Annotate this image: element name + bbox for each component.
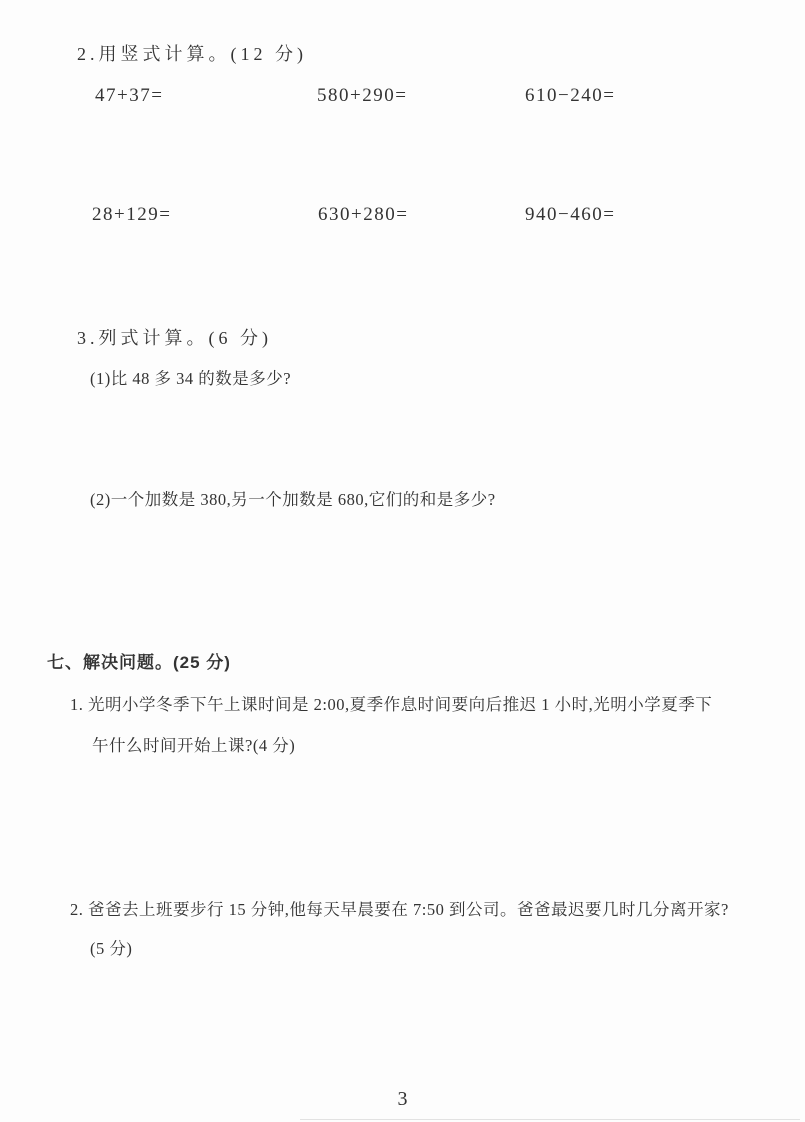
page-edge-divider bbox=[300, 1119, 800, 1120]
page-number: 3 bbox=[397, 1088, 408, 1110]
math-problem: 940−460= bbox=[525, 204, 616, 225]
word-problem-2-line-2: (5 分) bbox=[90, 939, 133, 958]
section-heading-vertical-calc: 2.用竖式计算。(12 分) bbox=[77, 44, 307, 64]
word-problem-1-line-1: 1. 光明小学冬季下午上课时间是 2:00,夏季作息时间要向后推迟 1 小时,光明小学夏季下 bbox=[70, 695, 713, 714]
math-problem: 630+280= bbox=[318, 204, 409, 225]
math-problem: 28+129= bbox=[92, 204, 172, 225]
word-problem-2-line-1: 2. 爸爸去上班要步行 15 分钟,他每天早晨要在 7:50 到公司。爸爸最迟要几时几分离开家? bbox=[70, 900, 729, 919]
math-problem: 610−240= bbox=[525, 85, 616, 106]
section-heading-problem-solving: 七、解决问题。(25 分) bbox=[47, 653, 231, 672]
expression-item-1: (1)比 48 多 34 的数是多少? bbox=[90, 369, 292, 388]
section-heading-expression-calc: 3.列式计算。(6 分) bbox=[77, 328, 272, 348]
math-problem: 47+37= bbox=[95, 85, 164, 106]
expression-item-2: (2)一个加数是 380,另一个加数是 680,它们的和是多少? bbox=[90, 490, 496, 509]
word-problem-1-line-2: 午什么时间开始上课?(4 分) bbox=[92, 736, 296, 755]
math-problem: 580+290= bbox=[317, 85, 408, 106]
